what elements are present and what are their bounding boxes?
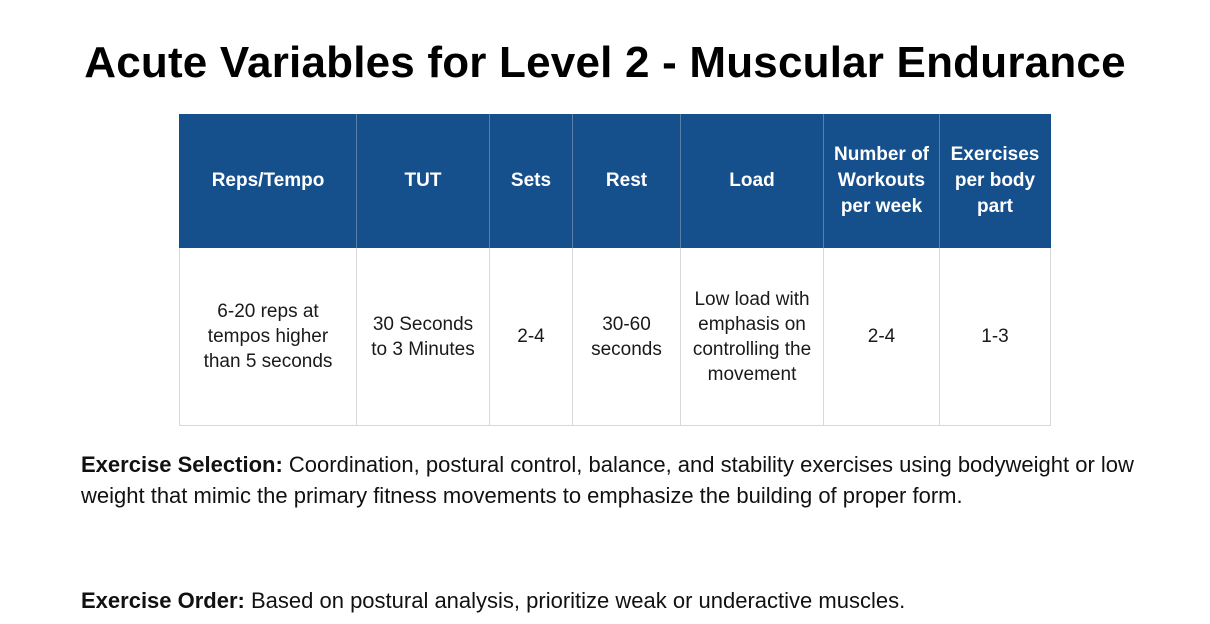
acute-variables-table xyxy=(179,114,1051,426)
header-reps-tempo xyxy=(180,114,357,248)
cell-value: 30 Seconds to 3 Minutes xyxy=(371,313,475,360)
cell-exercises-per-body-part xyxy=(940,248,1051,426)
exercise-order-label: Exercise Order: xyxy=(81,588,245,613)
cell-value: 2-4 xyxy=(867,326,896,347)
exercise-order-text: Based on postural analysis, prioritize weak or underactive muscles. xyxy=(244,588,906,613)
header-workouts-per-week xyxy=(824,114,940,248)
header-tut xyxy=(357,114,490,248)
table-header-row xyxy=(180,114,1051,248)
header-label: Rest xyxy=(605,170,648,191)
cell-value: 30-60 seconds xyxy=(591,313,662,360)
cell-tut xyxy=(357,248,490,426)
exercise-selection-label: Exercise Selection: xyxy=(81,452,283,477)
header-label: Number of Workouts per week xyxy=(834,144,929,217)
cell-value: Low load with emphasis on controlling the movement xyxy=(692,288,812,385)
header-load xyxy=(681,114,824,248)
header-sets xyxy=(490,114,573,248)
header-rest xyxy=(573,114,681,248)
header-label: Reps/Tempo xyxy=(211,170,325,191)
header-label: TUT xyxy=(404,170,442,191)
cell-value: 1-3 xyxy=(981,326,1009,347)
page-title: Acute Variables for Level 2 - Muscular Endurance xyxy=(84,38,1126,87)
exercise-selection-text: Coordination, postural control, balance, and stability exercises using bodyweight or low weight that mimic the primary fitness movements to emphasize the building of proper form. xyxy=(81,452,1134,508)
header-label: Exercises per body part xyxy=(950,144,1040,217)
cell-load xyxy=(681,248,824,426)
cell-value: 6-20 reps at tempos higher than 5 seconds xyxy=(203,301,333,372)
cell-reps-tempo xyxy=(180,248,357,426)
header-label: Load xyxy=(729,170,775,191)
table-row xyxy=(180,248,1051,426)
exercise-selection-paragraph xyxy=(81,449,1161,511)
exercise-order-paragraph xyxy=(81,585,1161,616)
header-exercises-per-body-part xyxy=(940,114,1051,248)
cell-workouts-per-week xyxy=(824,248,940,426)
cell-sets xyxy=(490,248,573,426)
cell-value: 2-4 xyxy=(517,326,545,347)
cell-rest xyxy=(573,248,681,426)
header-label: Sets xyxy=(510,170,552,191)
